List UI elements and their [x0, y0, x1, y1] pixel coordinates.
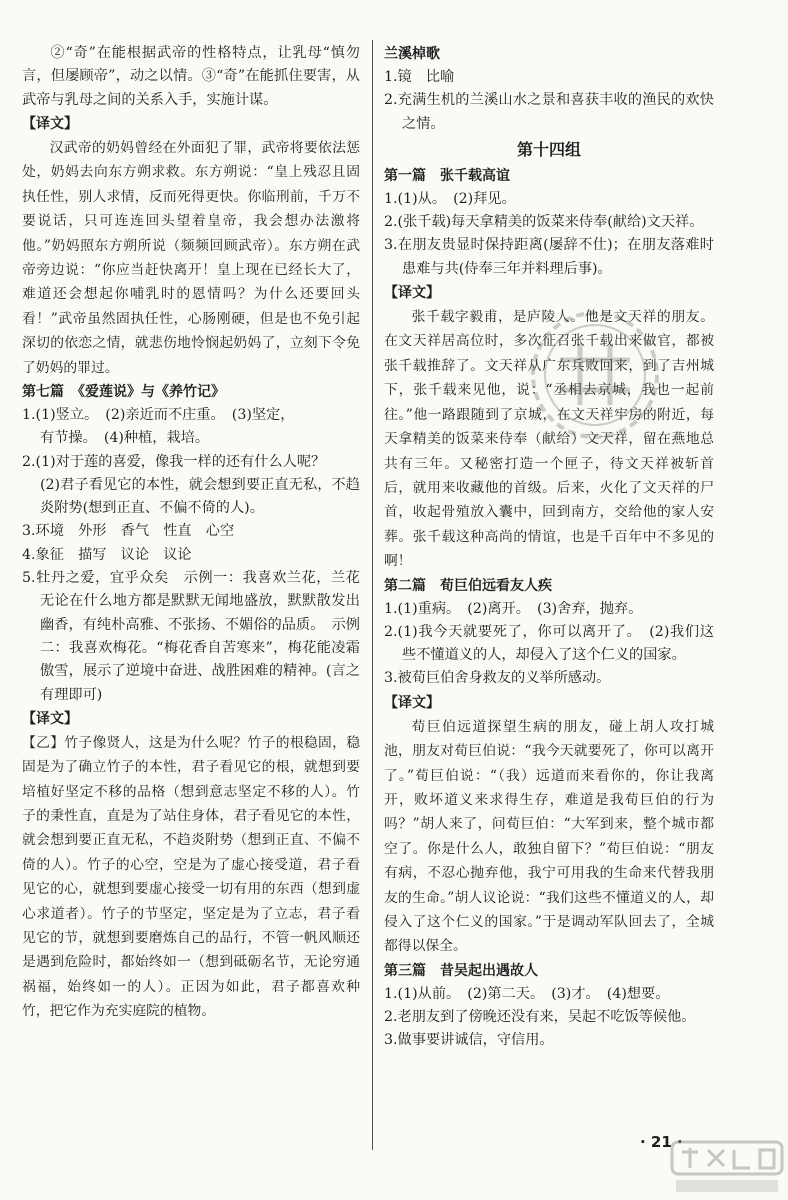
- answer-item: 2.老朋友到了傍晚还没有来，吴起不吃饭等候他。: [384, 1009, 696, 1026]
- answer-item: 2.(1)对于莲的喜爱，像我一样的还有什么人呢？: [22, 453, 326, 470]
- site-watermark-logo: [668, 1138, 786, 1198]
- group-title: 第十四组: [516, 139, 581, 159]
- answer-item: 2.(1)我今天就要死了，你可以离开了。 (2)我们这些不懂道义的人，却侵入了这个仁义的国家。: [384, 623, 714, 664]
- left-column: [22, 42, 360, 1024]
- section-title: 第二篇 荀巨伯远看友人疾: [384, 577, 552, 594]
- translation-text: 张千载字毅甫，是庐陵人。他是文天祥的朋友。在文天祥居高位时，多次征召张千载出来做官，都被张千载推辞了。文天祥从广东兵败回来，到了吉州城下，张千载来见他，说：“丞相去京城，我也一起前往。”他一路跟随到了京城，在文天祥牢房的附近，每天拿精美的饭菜来侍奉（献给）文天祥，留在燕地总共有三年。又秘密打造一个匣子，待文天祥被斩首后，就用来收藏他的首级。后来，火化了文天祥的尸首，收起骨殖放入囊中，回到南方，交给他的家人安葬。张千载这种高尚的情谊，也是千百年中不多见的啊！: [384, 309, 714, 570]
- section-title: 第七篇 《爱莲说》与《养竹记》: [22, 383, 225, 400]
- translation-label: 【译文】: [384, 285, 440, 302]
- translation-text: 【乙】竹子像贤人，这是为什么呢？竹子的根稳固，稳固是为了确立竹子的本性，君子看见它的根，就想到要培植好坚定不移的品格（想到意志坚定不移的人）。竹子的秉性直，直是为了站住身体，君子看见它的本性，就会想到要正直无私，不趋炎附势（想到正直、不偏不倚的人）。竹子的心空，空是为了虚心接受道，君子看见它的心，就想到要虚心接受一切有用的东西（想到虚心求道者）。竹子的节坚定，坚定是为了立志，君子看见它的节，就想到要磨炼自己的品行，不管一帆风顺还是遇到危险时，都始终如一（想到砥砺名节，无论穷通祸福，始终如一的人）。正因为如此，君子都喜欢种竹，把它作为充实庭院的植物。: [22, 734, 360, 1020]
- answer-item: 3.在朋友贵显时保持距离(屡辞不仕)；在朋友落难时患难与共(侍奉三年并料理后事)。: [384, 237, 714, 277]
- answer-item: 5.牡丹之爱，宜乎众矣 示例一：我喜欢兰花，兰花无论在什么地方都是默默无闻地盛放，默默散发出幽香，有纯朴高雅、不张扬、不媚俗的品质。 示例二：我喜欢梅花。“梅花香自苦寒来”，梅花能凌霜傲雪，展示了逆境中奋进、战胜困难的精神。(言之有理即可): [22, 570, 360, 703]
- answer-item: 1.(1)从。 (2)拜见。: [384, 190, 516, 207]
- answer-item: 1.(1)竖立。 (2)亲近而不庄重。 (3)坚定，: [22, 406, 295, 423]
- section-title: 兰溪棹歌: [384, 46, 440, 62]
- translation-label: 【译文】: [22, 115, 78, 132]
- translation-label: 【译文】: [384, 694, 440, 711]
- answer-item: 4.象征 描写 议论 议论: [22, 546, 192, 563]
- section-title: 第一篇 张千载高谊: [384, 167, 510, 184]
- answer-item: 3.环境 外形 香气 性直 心空: [22, 523, 235, 540]
- answer-continuation: ②“奇”在能根据武帝的性格特点，让乳母“慎勿言，但屡顾帝”，动之以情。③“奇”在能抓住要害，从武帝与乳母之间的关系入手，实施计谋。: [22, 45, 360, 108]
- translation-text: 汉武帝的奶妈曾经在外面犯了罪，武帝将要依法惩处，奶妈去向东方朔求救。东方朔说：“皇上残忍且固执任性，别人求情，反而死得更快。你临刑前，千万不要说话，只可连连回头望着皇帝，我会想办法激将他。”奶妈照东方朔所说（频频回顾武帝）。东方朔在武帝旁边说：“你应当赶快离开！皇上现在已经长大了，难道还会想起你哺乳时的恩情吗？为什么还要回头看！”武帝虽然固执任性，心肠刚硬，但是也不免引起深切的依恋之情，就悲伤地怜悯起奶妈了，立刻下令免了奶妈的罪过。: [22, 139, 360, 376]
- answer-item: 有节操。 (4)种植，栽培。: [40, 430, 210, 447]
- right-column: [384, 42, 714, 1053]
- answer-item: 2.充满生机的兰溪山水之景和喜获丰收的渔民的欢快之情。: [384, 92, 714, 132]
- answer-item: 3.被荀巨伯舍身救友的义举所感动。: [384, 670, 611, 687]
- answer-item: (2)君子看见它的本性，就会想到要正直无私，不趋炎附势(想到正直、不偏不倚的人)。: [40, 476, 360, 517]
- translation-text: 荀巨伯远道探望生病的朋友，碰上胡人攻打城池，朋友对荀巨伯说：“我今天就要死了，你可以离开了。”荀巨伯说：“（我）远道而来看你的，你让我离开，败坏道义来求得生存，难道是我荀巨伯的行为吗？”胡人来了，问荀巨伯：“大军到来，整个城市都空了。你是什么人，敢独自留下？”荀巨伯说：“朋友有病，不忍心抛弃他，我宁可用我的生命来代替我朋友的生命。”胡人议论说：“我们这些不懂道义的人，却侵入了这个仁义的国家。”于是调动军队回去了，全城都得以保全。: [384, 718, 714, 955]
- answer-item: 3.做事要讲诚信，守信用。: [384, 1032, 554, 1049]
- answer-item: 1.镜 比喻: [384, 69, 455, 85]
- translation-label: 【译文】: [22, 710, 78, 727]
- column-divider: [372, 40, 373, 1150]
- answer-item: 1.(1)从前。 (2)第二天。 (3)才。 (4)想要。: [384, 985, 670, 1002]
- answer-item: 2.(张千载)每天拿精美的饭菜来侍奉(献给)文天祥。: [384, 214, 704, 231]
- page-number: · 21 ·: [640, 1133, 683, 1151]
- answer-item: 1.(1)重病。 (2)离开。 (3)舍弃，抛弃。: [384, 600, 643, 617]
- section-title: 第三篇 昔吴起出遇故人: [384, 962, 538, 979]
